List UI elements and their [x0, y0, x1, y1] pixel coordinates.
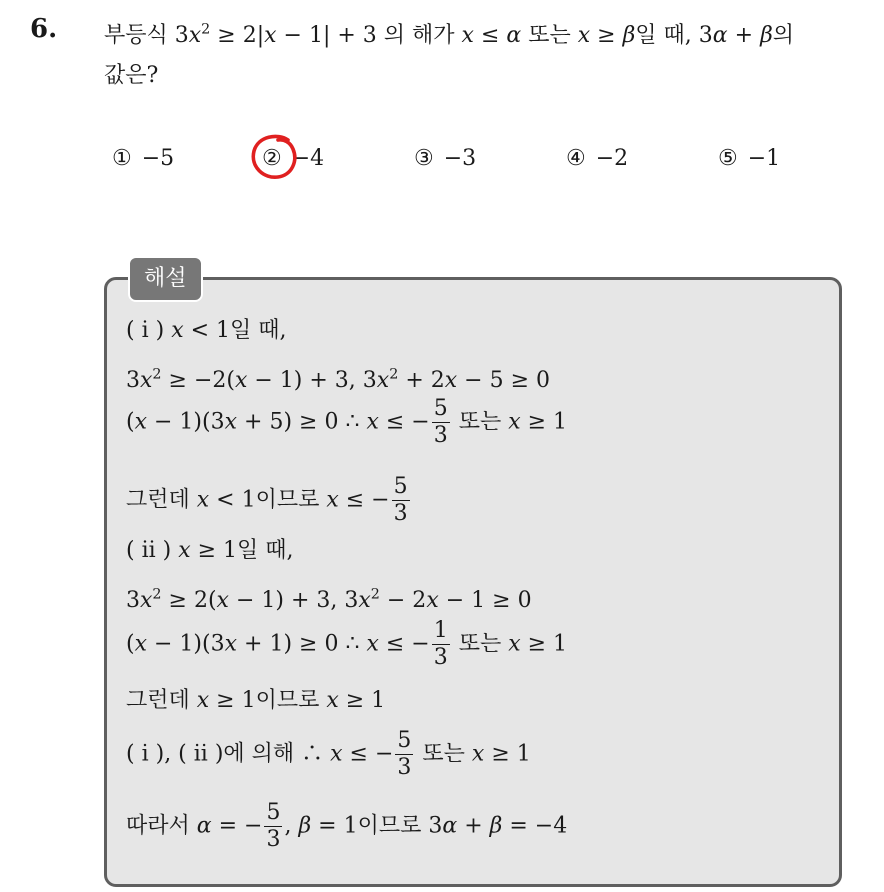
solution-text: ≤ − — [338, 487, 390, 513]
exponent: 2 — [370, 586, 380, 603]
solution-text: ≥ 1일 때, — [190, 538, 294, 563]
solution-text: ≥ −2( — [161, 368, 235, 393]
choice-value: −3 — [443, 146, 477, 171]
fraction-numerator: 5 — [433, 396, 448, 421]
var-x: x — [330, 741, 343, 767]
choice-value: −2 — [595, 146, 629, 171]
solution-line-8 — [126, 686, 385, 716]
var-x: x — [326, 688, 339, 713]
solution-text: 그런데 — [126, 487, 197, 513]
question-text-part: − 1| + 3 의 해가 — [276, 23, 462, 48]
solution-line-9 — [126, 730, 531, 779]
var-x: x — [264, 23, 277, 48]
choice-value: −1 — [747, 146, 781, 171]
solution-text: ≥ 1 — [520, 409, 568, 435]
solution-text: − 1) + 3, 3 — [247, 368, 377, 393]
var-x: x — [134, 409, 148, 435]
var-x: x — [134, 631, 148, 657]
solution-line-1 — [126, 316, 287, 346]
choice-value: −4 — [291, 146, 325, 171]
solution-text: ( — [126, 631, 135, 657]
question-text-part: 의 — [772, 23, 795, 48]
solution-text: − 1)(3 — [147, 409, 225, 435]
choice-marker: ④ — [566, 146, 586, 171]
choice-5[interactable] — [718, 142, 780, 176]
solution-line-2 — [126, 366, 550, 396]
var-beta: β — [760, 23, 773, 48]
solution-text: ( ii ) — [126, 538, 179, 563]
var-x: x — [376, 368, 390, 393]
solution-text: ≥ 1 — [484, 741, 531, 767]
solution-text: + — [457, 813, 490, 839]
fraction-denominator: 3 — [433, 423, 448, 448]
solution-line-6 — [126, 586, 532, 616]
solution-text: < 1일 때, — [183, 318, 287, 343]
solution-text: = − — [211, 813, 263, 839]
solution-text: ≤ − — [342, 741, 394, 767]
solution-text: 3 — [126, 368, 140, 393]
choice-marker: ② — [262, 146, 282, 171]
question-text-part: 또는 — [521, 23, 578, 48]
var-alpha: α — [506, 23, 522, 48]
fraction-five-thirds — [264, 802, 282, 851]
exponent: 2 — [152, 366, 162, 383]
question-text-part: ≥ 2| — [210, 23, 265, 48]
solution-text: 또는 — [415, 741, 472, 767]
var-x: x — [426, 588, 439, 613]
solution-line-7 — [126, 620, 567, 669]
fraction-denominator: 3 — [397, 755, 412, 780]
solution-text: 또는 — [451, 409, 509, 435]
var-x: x — [140, 368, 153, 393]
solution-line-5 — [126, 536, 294, 566]
var-x: x — [196, 487, 210, 513]
choice-marker: ⑤ — [718, 146, 738, 171]
var-alpha: α — [196, 813, 212, 839]
solution-text: , — [284, 813, 299, 839]
solution-text: + 2 — [398, 368, 445, 393]
solution-text: 3 — [126, 588, 140, 613]
fraction-five-thirds — [432, 398, 450, 447]
question-text-part: ≤ — [473, 23, 507, 48]
var-x: x — [196, 688, 210, 713]
var-beta: β — [489, 813, 503, 839]
solution-text: < 1이므로 — [209, 487, 327, 513]
question-number: 6. — [30, 14, 58, 44]
var-x: x — [171, 318, 184, 343]
var-x: x — [224, 409, 238, 435]
fraction-numerator: 5 — [397, 728, 412, 753]
solution-text: ≥ 1이므로 — [209, 688, 327, 713]
var-x: x — [140, 588, 153, 613]
exponent: 2 — [152, 586, 162, 603]
var-x: x — [508, 409, 521, 435]
var-x: x — [471, 741, 485, 767]
question-text-part: ≥ — [590, 23, 623, 48]
var-x: x — [224, 631, 238, 657]
solution-text: ( — [126, 409, 135, 435]
var-x: x — [577, 23, 591, 48]
solution-text: − 5 ≥ 0 — [457, 368, 551, 393]
solution-text: + 1) ≥ 0 ∴ — [237, 631, 367, 657]
solution-text: ( i ) — [126, 318, 172, 343]
var-x: x — [326, 487, 339, 513]
var-x: x — [508, 631, 521, 657]
solution-text: + 5) ≥ 0 ∴ — [237, 409, 367, 435]
answer-circle-mark — [248, 131, 300, 183]
var-beta: β — [622, 23, 636, 48]
question-text — [104, 16, 874, 96]
solution-text: ≥ 1 — [338, 688, 386, 713]
choice-1[interactable] — [112, 142, 174, 176]
var-x: x — [444, 368, 458, 393]
fraction-five-thirds — [395, 730, 413, 779]
solution-text: 그런데 — [126, 688, 197, 713]
solution-text: − 2 — [379, 588, 427, 613]
exponent: 2 — [389, 366, 399, 383]
choice-4[interactable] — [566, 142, 628, 176]
var-x: x — [358, 588, 371, 613]
solution-text: − 1)(3 — [147, 631, 225, 657]
var-x: x — [461, 23, 474, 48]
fraction-numerator: 5 — [266, 800, 281, 825]
fraction-denominator: 3 — [393, 501, 408, 526]
question-text-part: 일 때, 3 — [635, 23, 713, 48]
solution-text: 또는 — [451, 631, 509, 657]
choice-marker: ① — [112, 146, 132, 171]
choice-3[interactable] — [414, 142, 476, 176]
var-x: x — [188, 23, 202, 48]
answer-choices — [0, 142, 884, 178]
solution-line-4 — [126, 476, 412, 525]
fraction-denominator: 3 — [266, 827, 281, 852]
choice-marker: ③ — [414, 146, 434, 171]
solution-text: − 1 ≥ 0 — [438, 588, 532, 613]
var-x: x — [366, 409, 379, 435]
var-alpha: α — [712, 23, 728, 48]
solution-text: = −4 — [502, 813, 568, 839]
solution-line-10 — [126, 802, 567, 851]
question-text-part: 값은? — [104, 63, 159, 88]
var-beta: β — [298, 813, 312, 839]
fraction-denominator: 3 — [433, 645, 448, 670]
question-text-part: + — [727, 23, 761, 48]
fraction-numerator: 5 — [393, 474, 408, 499]
var-x: x — [216, 588, 229, 613]
exponent: 2 — [201, 21, 211, 38]
solution-text: ≥ 2( — [161, 588, 217, 613]
solution-line-3 — [126, 398, 567, 447]
solution-text: 따라서 — [126, 813, 197, 839]
choice-value: −5 — [141, 146, 175, 171]
solution-tag: 해설 — [128, 256, 203, 302]
solution-text: − 1) + 3, 3 — [228, 588, 359, 613]
fraction-numerator: 1 — [433, 618, 448, 643]
fraction-five-thirds — [392, 476, 410, 525]
question-text-part: 부등식 3 — [104, 23, 189, 48]
var-alpha: α — [442, 813, 458, 839]
var-x: x — [366, 631, 379, 657]
fraction-one-third — [432, 620, 450, 669]
var-x: x — [178, 538, 191, 563]
solution-text: ≥ 1 — [520, 631, 568, 657]
solution-text: ≤ − — [378, 409, 430, 435]
solution-text: = 1이므로 3 — [311, 813, 443, 839]
solution-text: ( i ), ( ii )에 의해 ∴ — [126, 741, 331, 767]
var-x: x — [234, 368, 248, 393]
solution-text: ≤ − — [378, 631, 430, 657]
